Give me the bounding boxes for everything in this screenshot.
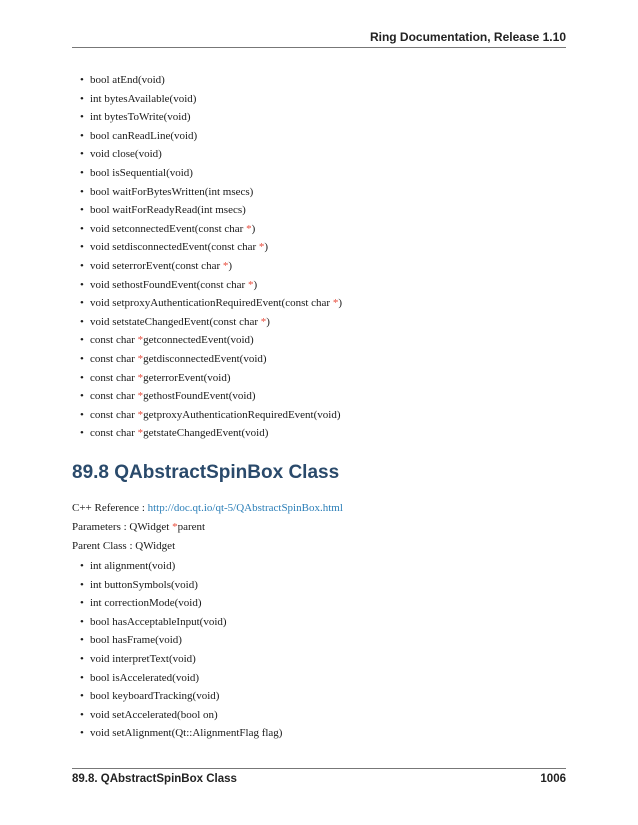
bullet-icon: • bbox=[80, 690, 84, 703]
pointer-star: * bbox=[247, 278, 254, 291]
list-item bbox=[80, 576, 282, 595]
bullet-icon: • bbox=[80, 708, 84, 721]
bullet-icon: • bbox=[80, 74, 84, 86]
footer-section-title: 89.8. QAbstractSpinBox Class bbox=[72, 773, 237, 785]
item-text-suffix: ) bbox=[264, 241, 269, 254]
item-text: int bytesAvailable(void) bbox=[90, 92, 197, 105]
item-text-suffix: getconnectedEvent(void) bbox=[143, 334, 254, 347]
item-text: int alignment(void) bbox=[90, 560, 176, 572]
cpp-reference-link[interactable]: http://doc.qt.io/qt-5/QAbstractSpinBox.html bbox=[147, 502, 343, 514]
item-text: void setAccelerated(bool on) bbox=[90, 708, 218, 721]
item-text: const char bbox=[90, 390, 138, 403]
item-text-suffix: gethostFoundEvent(void) bbox=[143, 390, 256, 403]
list-item bbox=[80, 238, 342, 257]
list-item bbox=[80, 594, 282, 613]
item-text: void setproxyAuthenticationRequiredEvent(const char bbox=[90, 297, 333, 310]
bullet-icon: • bbox=[80, 727, 84, 740]
list-item bbox=[80, 369, 342, 388]
list-item bbox=[80, 424, 342, 443]
pointer-star: * bbox=[258, 241, 265, 254]
item-text: void close(void) bbox=[90, 148, 162, 161]
list-item bbox=[80, 687, 282, 706]
list-item bbox=[80, 108, 342, 127]
pointer-star: * bbox=[137, 390, 144, 403]
list-item bbox=[80, 145, 342, 164]
pointer-star: * bbox=[137, 427, 144, 440]
page-number: 1006 bbox=[540, 773, 566, 785]
item-text: bool hasFrame(void) bbox=[90, 634, 182, 647]
item-text: bool hasAcceptableInput(void) bbox=[90, 615, 227, 628]
bullet-icon: • bbox=[80, 371, 84, 384]
bullet-icon: • bbox=[80, 111, 84, 124]
bullet-icon: • bbox=[80, 427, 84, 440]
item-text: const char bbox=[90, 371, 138, 384]
item-text-suffix: getstateChangedEvent(void) bbox=[143, 427, 269, 440]
pointer-star: * bbox=[137, 334, 144, 347]
cpp-reference-line bbox=[72, 502, 343, 514]
pointer-star: * bbox=[332, 297, 339, 310]
bullet-icon: • bbox=[80, 259, 84, 272]
item-text: bool atEnd(void) bbox=[90, 74, 165, 86]
header-divider bbox=[72, 47, 566, 48]
list-item bbox=[80, 706, 282, 725]
list-item bbox=[80, 331, 342, 350]
item-text: bool waitForBytesWritten(int msecs) bbox=[90, 185, 254, 198]
bullet-icon: • bbox=[80, 671, 84, 684]
item-text-suffix: ) bbox=[253, 278, 258, 291]
pointer-star: * bbox=[222, 259, 229, 272]
list-item bbox=[80, 613, 282, 632]
bullet-icon: • bbox=[80, 615, 84, 628]
list-item bbox=[80, 406, 342, 425]
list-item bbox=[80, 220, 342, 239]
pointer-star: * bbox=[260, 315, 267, 328]
bullet-icon: • bbox=[80, 334, 84, 347]
running-header: Ring Documentation, Release 1.10 bbox=[369, 30, 566, 44]
parent-class-line: Parent Class : QWidget bbox=[72, 540, 176, 552]
list-item bbox=[80, 164, 342, 183]
list-item bbox=[80, 724, 283, 743]
item-text: void setdisconnectedEvent(const char bbox=[90, 241, 259, 254]
section-heading: 89.8 QAbstractSpinBox Class bbox=[72, 462, 340, 483]
list-item bbox=[80, 631, 282, 650]
parameters-label: Parameters : QWidget bbox=[72, 521, 173, 533]
item-text: bool isSequential(void) bbox=[90, 166, 193, 179]
item-text: const char bbox=[90, 427, 138, 440]
item-text: const char bbox=[90, 334, 138, 347]
bullet-icon: • bbox=[80, 166, 84, 179]
item-text-suffix: ) bbox=[266, 315, 270, 328]
bullet-icon: • bbox=[80, 297, 84, 310]
list-item bbox=[80, 183, 342, 202]
pointer-star: * bbox=[137, 371, 144, 384]
item-text: void setstateChangedEvent(const char bbox=[90, 315, 261, 328]
item-text: void interpretText(void) bbox=[90, 652, 196, 665]
list-item bbox=[80, 350, 342, 369]
item-text: int bytesToWrite(void) bbox=[90, 111, 191, 124]
bullet-icon: • bbox=[80, 185, 84, 198]
parameters-line bbox=[72, 521, 205, 533]
cpp-reference-label: C++ Reference : bbox=[72, 502, 148, 514]
list-item bbox=[80, 669, 282, 688]
item-text-suffix: geterrorEvent(void) bbox=[143, 371, 231, 384]
method-list-qtcpsocket bbox=[80, 71, 343, 443]
parameters-star: * bbox=[172, 521, 178, 533]
item-text: const char bbox=[90, 352, 138, 365]
item-text: const char bbox=[90, 408, 138, 421]
list-item bbox=[80, 294, 343, 313]
bullet-icon: • bbox=[80, 315, 84, 328]
list-item bbox=[80, 313, 342, 332]
item-text: void setconnectedEvent(const char bbox=[90, 222, 247, 235]
list-item bbox=[80, 90, 342, 109]
method-list-qabstractspinbox bbox=[80, 557, 283, 743]
list-item bbox=[80, 387, 342, 406]
item-text: void seterrorEvent(const char bbox=[90, 259, 223, 272]
parameters-name: parent bbox=[177, 521, 206, 533]
item-text-suffix: getdisconnectedEvent(void) bbox=[143, 352, 267, 365]
bullet-icon: • bbox=[80, 560, 84, 572]
item-text: bool keyboardTracking(void) bbox=[90, 690, 220, 703]
bullet-icon: • bbox=[80, 408, 84, 421]
item-text-suffix: getproxyAuthenticationRequiredEvent(void) bbox=[143, 408, 341, 421]
item-text: bool isAccelerated(void) bbox=[90, 671, 200, 684]
bullet-icon: • bbox=[80, 129, 84, 142]
bullet-icon: • bbox=[80, 578, 84, 591]
bullet-icon: • bbox=[80, 597, 84, 610]
item-text: void sethostFoundEvent(const char bbox=[90, 278, 248, 291]
pointer-star: * bbox=[137, 352, 144, 365]
item-text: int buttonSymbols(void) bbox=[90, 578, 198, 591]
item-text: bool waitForReadyRead(int msecs) bbox=[90, 204, 246, 217]
item-text: int correctionMode(void) bbox=[90, 597, 202, 610]
item-text-suffix: ) bbox=[251, 222, 256, 235]
pointer-star: * bbox=[246, 222, 252, 235]
bullet-icon: • bbox=[80, 652, 84, 665]
footer-divider bbox=[72, 768, 566, 769]
bullet-icon: • bbox=[80, 352, 84, 365]
bullet-icon: • bbox=[80, 634, 84, 647]
item-text: bool canReadLine(void) bbox=[90, 129, 198, 142]
bullet-icon: • bbox=[80, 241, 84, 254]
list-item bbox=[80, 201, 342, 220]
list-item bbox=[80, 127, 342, 146]
list-item bbox=[80, 276, 342, 295]
list-item bbox=[80, 257, 342, 276]
list-item bbox=[80, 557, 282, 576]
item-text-suffix: ) bbox=[228, 259, 233, 272]
item-text: void setAlignment(Qt::AlignmentFlag flag) bbox=[90, 727, 283, 740]
bullet-icon: • bbox=[80, 278, 84, 291]
bullet-icon: • bbox=[80, 222, 84, 235]
bullet-icon: • bbox=[80, 148, 84, 161]
item-text-suffix: ) bbox=[338, 297, 343, 310]
bullet-icon: • bbox=[80, 92, 84, 105]
list-item bbox=[80, 650, 282, 669]
pointer-star: * bbox=[137, 408, 144, 421]
list-item bbox=[80, 71, 342, 90]
bullet-icon: • bbox=[80, 390, 84, 403]
bullet-icon: • bbox=[80, 204, 84, 217]
